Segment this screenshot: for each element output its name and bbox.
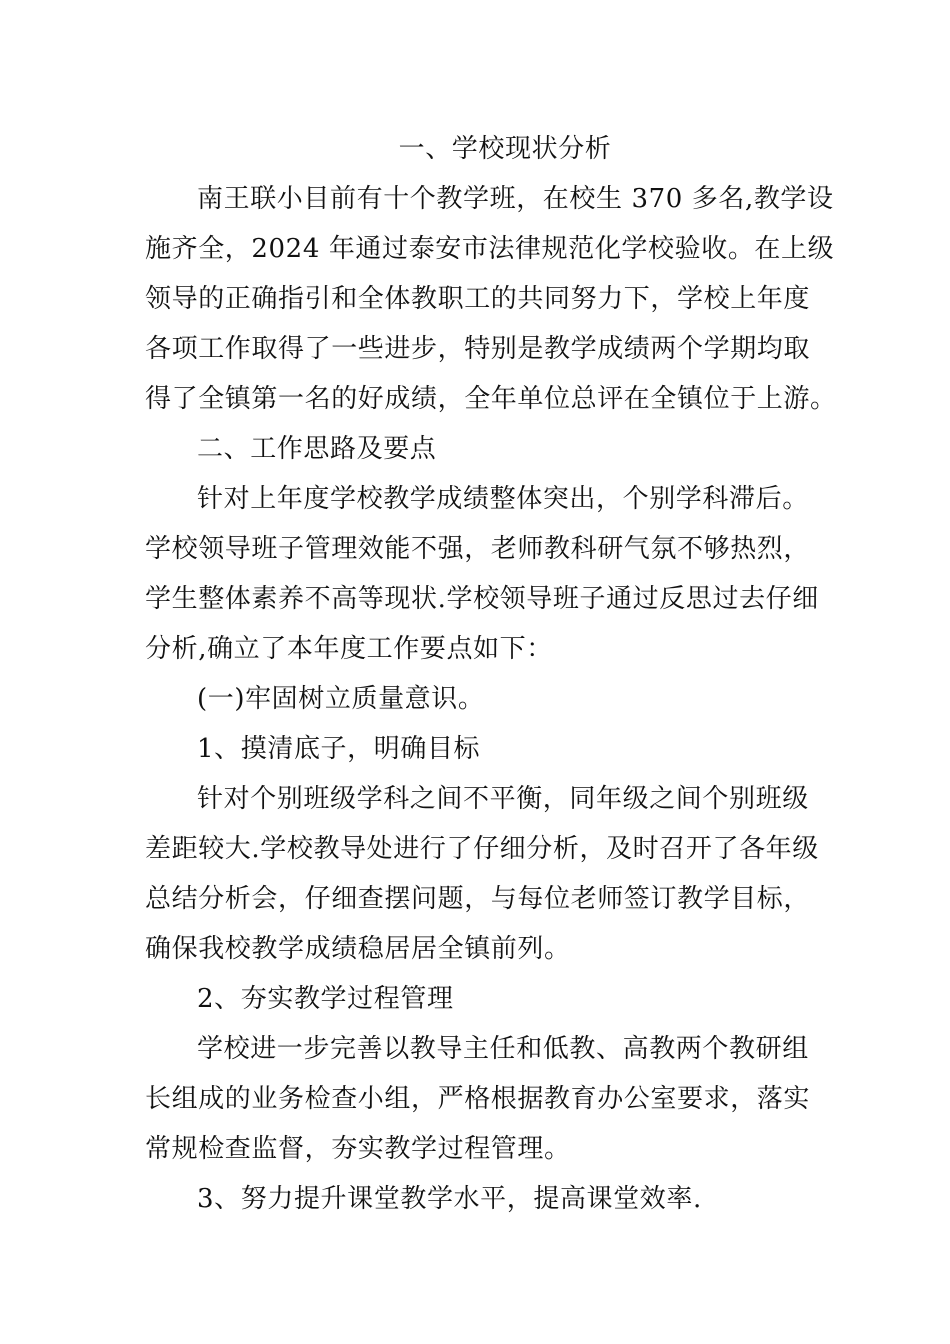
item-heading: 2、夯实教学过程管理: [197, 984, 454, 1014]
paragraph-line: 各项工作取得了一些进步，特别是教学成绩两个学期均取: [145, 334, 811, 364]
paragraph-line: 领导的正确指引和全体教职工的共同努力下，学校上年度: [145, 284, 811, 314]
paragraph-line: 针对个别班级学科之间不平衡，同年级之间个别班级: [197, 784, 809, 814]
subsection-heading: (一)牢固树立质量意识。: [197, 684, 485, 714]
paragraph-line: 得了全镇第一名的好成绩，全年单位总评在全镇位于上游。: [145, 384, 837, 414]
paragraph-line: 学校进一步完善以教导主任和低教、高教两个教研组: [197, 1034, 809, 1064]
paragraph-line: 总结分析会，仔细查摆问题，与每位老师签订教学目标，: [145, 884, 811, 914]
paragraph-line: 长组成的业务检查小组，严格根据教育办公室要求，落实: [145, 1084, 811, 1114]
paragraph-line: 学生整体素养不高等现状.学校领导班子通过反思过去仔细: [145, 584, 819, 614]
paragraph-line: 南王联小目前有十个教学班，在校生 370 多名,教学设: [197, 184, 834, 214]
item-heading: 3、努力提升课堂教学水平，提高课堂效率.: [197, 1184, 702, 1214]
paragraph-line: 确保我校教学成绩稳居居全镇前列。: [145, 934, 571, 964]
paragraph-line: 分析,确立了本年度工作要点如下：: [145, 634, 553, 664]
paragraph-line: 常规检查监督，夯实教学过程管理。: [145, 1134, 571, 1164]
section-heading: 二、工作思路及要点: [197, 434, 437, 464]
section-heading: 一、学校现状分析: [398, 134, 612, 164]
paragraph-line: 施齐全，2024 年通过泰安市法律规范化学校验收。在上级: [145, 234, 835, 264]
paragraph-line: 差距较大.学校教导处进行了仔细分析，及时召开了各年级: [145, 834, 819, 864]
item-heading: 1、摸清底子，明确目标: [197, 734, 481, 764]
paragraph-line: 针对上年度学校教学成绩整体突出，个别学科滞后。: [197, 484, 809, 514]
paragraph-line: 学校领导班子管理效能不强，老师教科研气氛不够热烈，: [145, 534, 811, 564]
